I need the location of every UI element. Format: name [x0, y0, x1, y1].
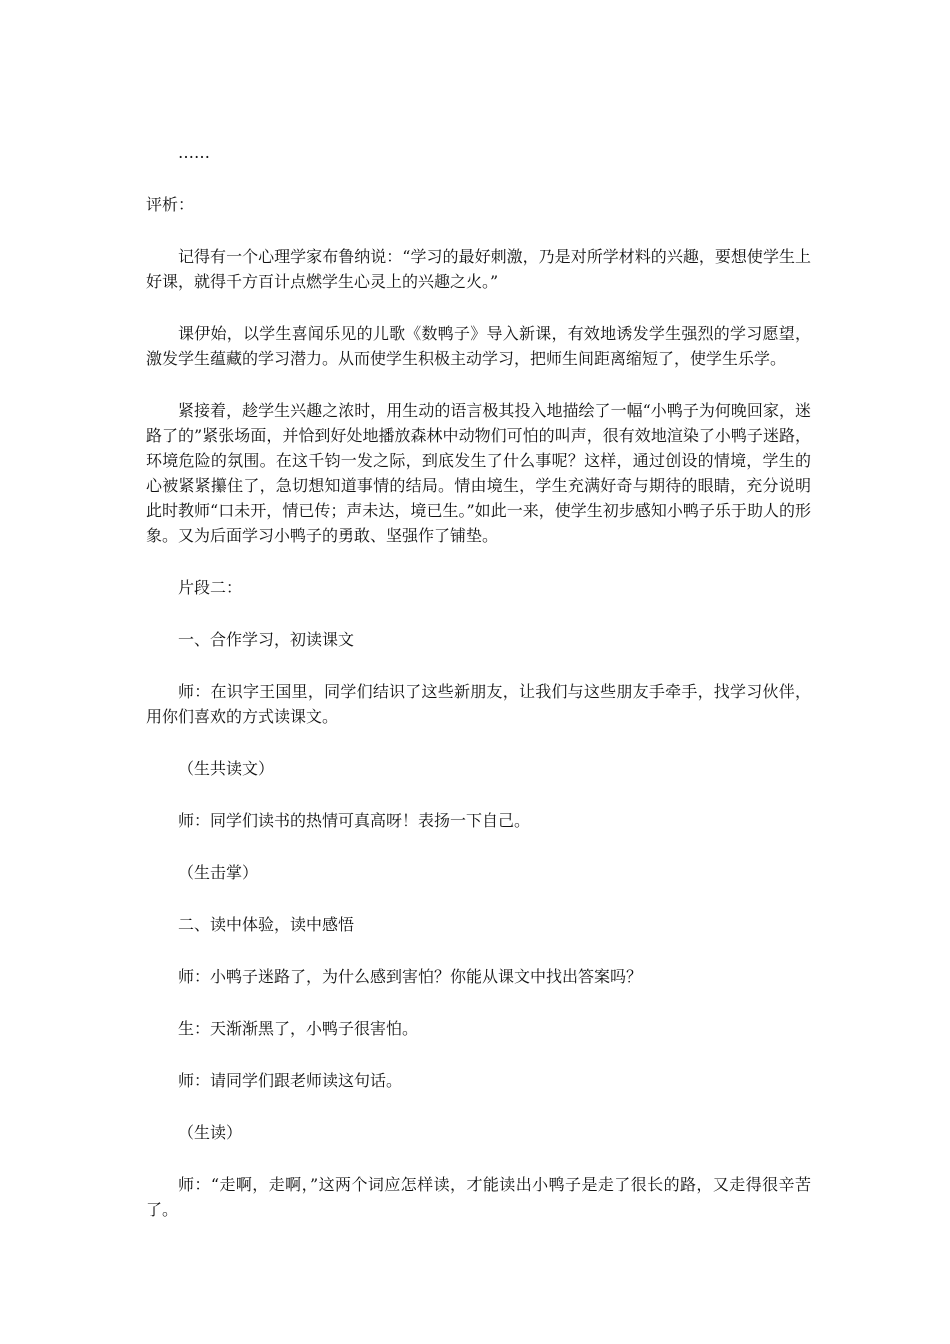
stage-direction: （生读）	[178, 1123, 243, 1142]
paragraph-scene: 紧接着，趁学生兴趣之浓时，用生动的语言极其投入地描绘了一幅“小鸭子为何晚回家，迷路了的”紧张场面，并恰到好处地播放森林中动物们可怕的叫声，很有效地渲染了小鸭子迷路，环境危险的氛围。在这千钧一发之际，到底发生了什么事呢？这样，通过创设的情境，学生的心被紧紧攥住了，急切想知道事情的结局。情由境生，学生充满好奇与期待的眼睛，充分说明此时教师“口未开，情已传；声未达，境已生。”如此一来，使学生初步感知小鸭子乐于助人的形象。又为后面学习小鸭子的勇敢、坚强作了铺垫。	[146, 401, 811, 545]
paragraph-bruner-quote: 记得有一个心理学家布鲁纳说：“学习的最好刺激，乃是对所学材料的兴趣，要想使学生上好课，就得千方百计点燃学生心灵上的兴趣之火。”	[146, 247, 811, 291]
stage-direction: （生击掌）	[178, 863, 259, 882]
dialogue-line: 生：天渐渐黑了，小鸭子很害怕。	[178, 1019, 419, 1038]
paragraph-intro: 课伊始，以学生喜闻乐见的儿歌《数鸭子》导入新课，有效地诱发学生强烈的学习愿望，激发学生蕴藏的学习潜力。从而使学生积极主动学习，把师生间距离缩短了，使学生乐学。	[146, 324, 811, 368]
analysis-heading: 评析：	[146, 195, 195, 214]
dialogue-line: 师：请同学们跟老师读这句话。	[178, 1071, 403, 1090]
document-page	[146, 140, 811, 1222]
subheading-cooperative-learning: 一、合作学习，初读课文	[178, 630, 355, 649]
stage-direction: （生共读文）	[178, 759, 275, 778]
section-heading-fragment-two: 片段二：	[178, 578, 243, 597]
subheading-reading-experience: 二、读中体验，读中感悟	[178, 915, 355, 934]
ellipsis-line: ……	[178, 143, 210, 162]
dialogue-line: 师：在识字王国里，同学们结识了这些新朋友，让我们与这些朋友手牵手，找学习伙伴，用你们喜欢的方式读课文。	[146, 682, 811, 726]
dialogue-line: 师：小鸭子迷路了，为什么感到害怕？你能从课文中找出答案吗？	[178, 967, 643, 986]
dialogue-line: 师：“走啊，走啊，”这两个词应怎样读，才能读出小鸭子是走了很长的路，又走得很辛苦了。	[146, 1175, 811, 1219]
dialogue-line: 师：同学们读书的热情可真高呀！表扬一下自己。	[178, 811, 531, 830]
